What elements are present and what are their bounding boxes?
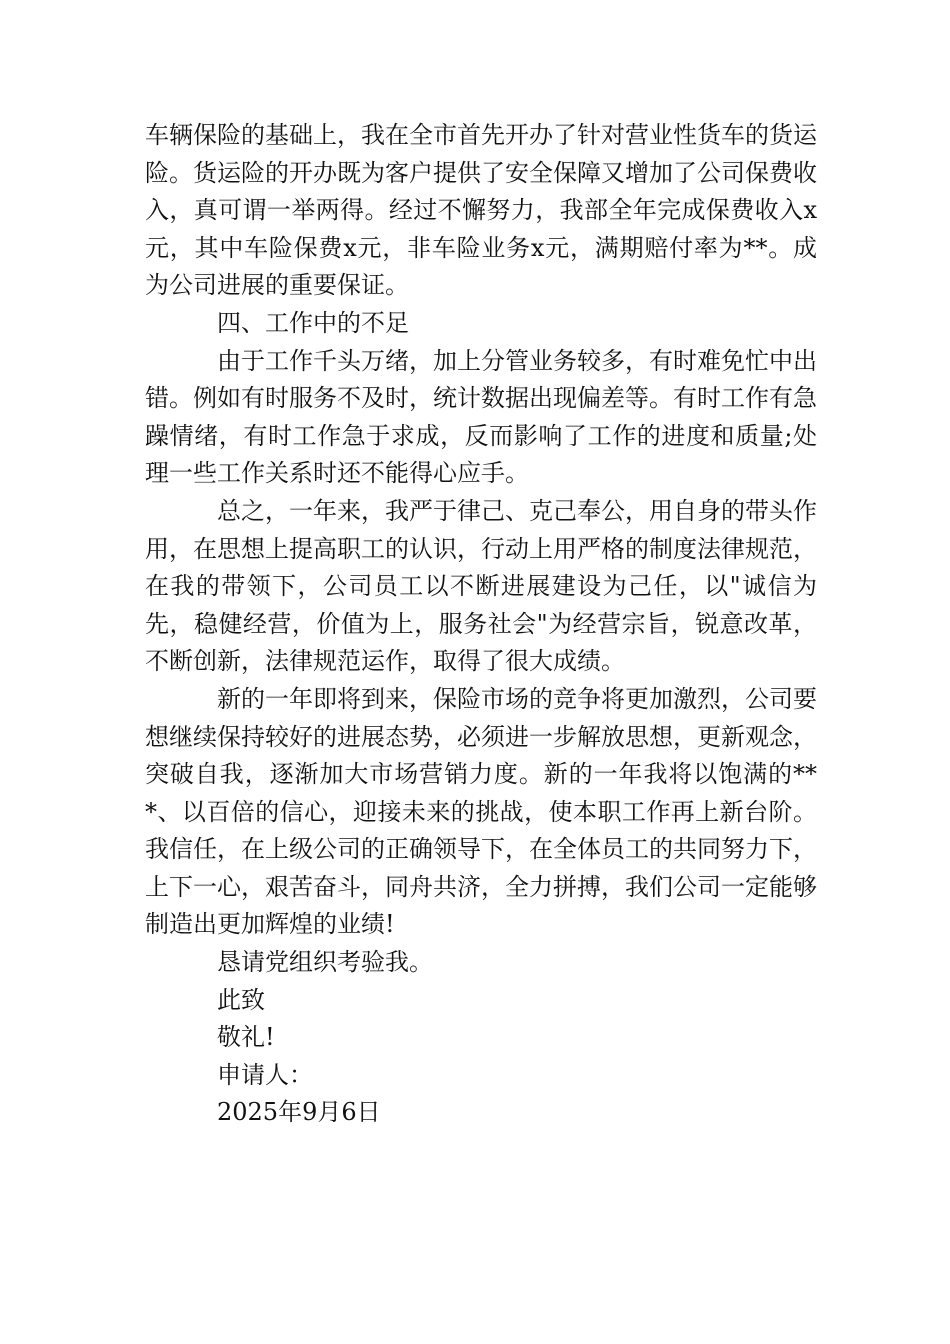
applicant-label: 申请人：: [217, 1060, 313, 1089]
paragraph-new-year: 新的一年即将到来，保险市场的竞争将更加激烈，公司要想继续保持较好的进展态势，必须进一步解放思想，更新观念，突破自我，逐渐加大市场营销力度。新的一年我将以饱满的***、以百倍的信心，迎接未来的挑战，使本职工作再上新台阶。我信任，在上级公司的正确领导下，在全体员工的共同努力下，上下一心，艰苦奋斗，同舟共济，全力拼搏，我们公司一定能够制造出更加辉煌的业绩!: [145, 684, 817, 939]
section-heading: 四、工作中的不足: [217, 308, 409, 337]
closing-salutation-1: 此致: [217, 985, 265, 1014]
signature-date: 2025年9月6日: [217, 1098, 381, 1127]
closing-request: 恳请党组织考验我。: [217, 948, 433, 977]
paragraph-shortcomings: 由于工作千头万绪，加上分管业务较多，有时难免忙中出错。例如有时服务不及时，统计数据出现偏差等。有时工作有急躁情绪，有时工作急于求成，反而影响了工作的进度和质量;处理一些工作关系时还不能得心应手。: [145, 346, 817, 488]
paragraph-continuation: 车辆保险的基础上，我在全市首先开办了针对营业性货车的货运险。货运险的开办既为客户提供了安全保障又增加了公司保费收入，真可谓一举两得。经过不懈努力，我部全年完成保费收入x元，其中车险保费x元，非车险业务x元，满期赔付率为**。成为公司进展的重要保证。: [145, 121, 817, 300]
document-page: [145, 117, 817, 1132]
paragraph-summary: 总之，一年来，我严于律己、克己奉公，用自身的带头作用，在思想上提高职工的认识，行动上用严格的制度法律规范，在我的带领下，公司员工以不断进展建设为己任，以"诚信为先，稳健经营，价值为上，服务社会"为经营宗旨，锐意改革，不断创新，法律规范运作，取得了很大成绩。: [145, 496, 817, 676]
closing-salutation-2: 敬礼!: [217, 1023, 275, 1052]
